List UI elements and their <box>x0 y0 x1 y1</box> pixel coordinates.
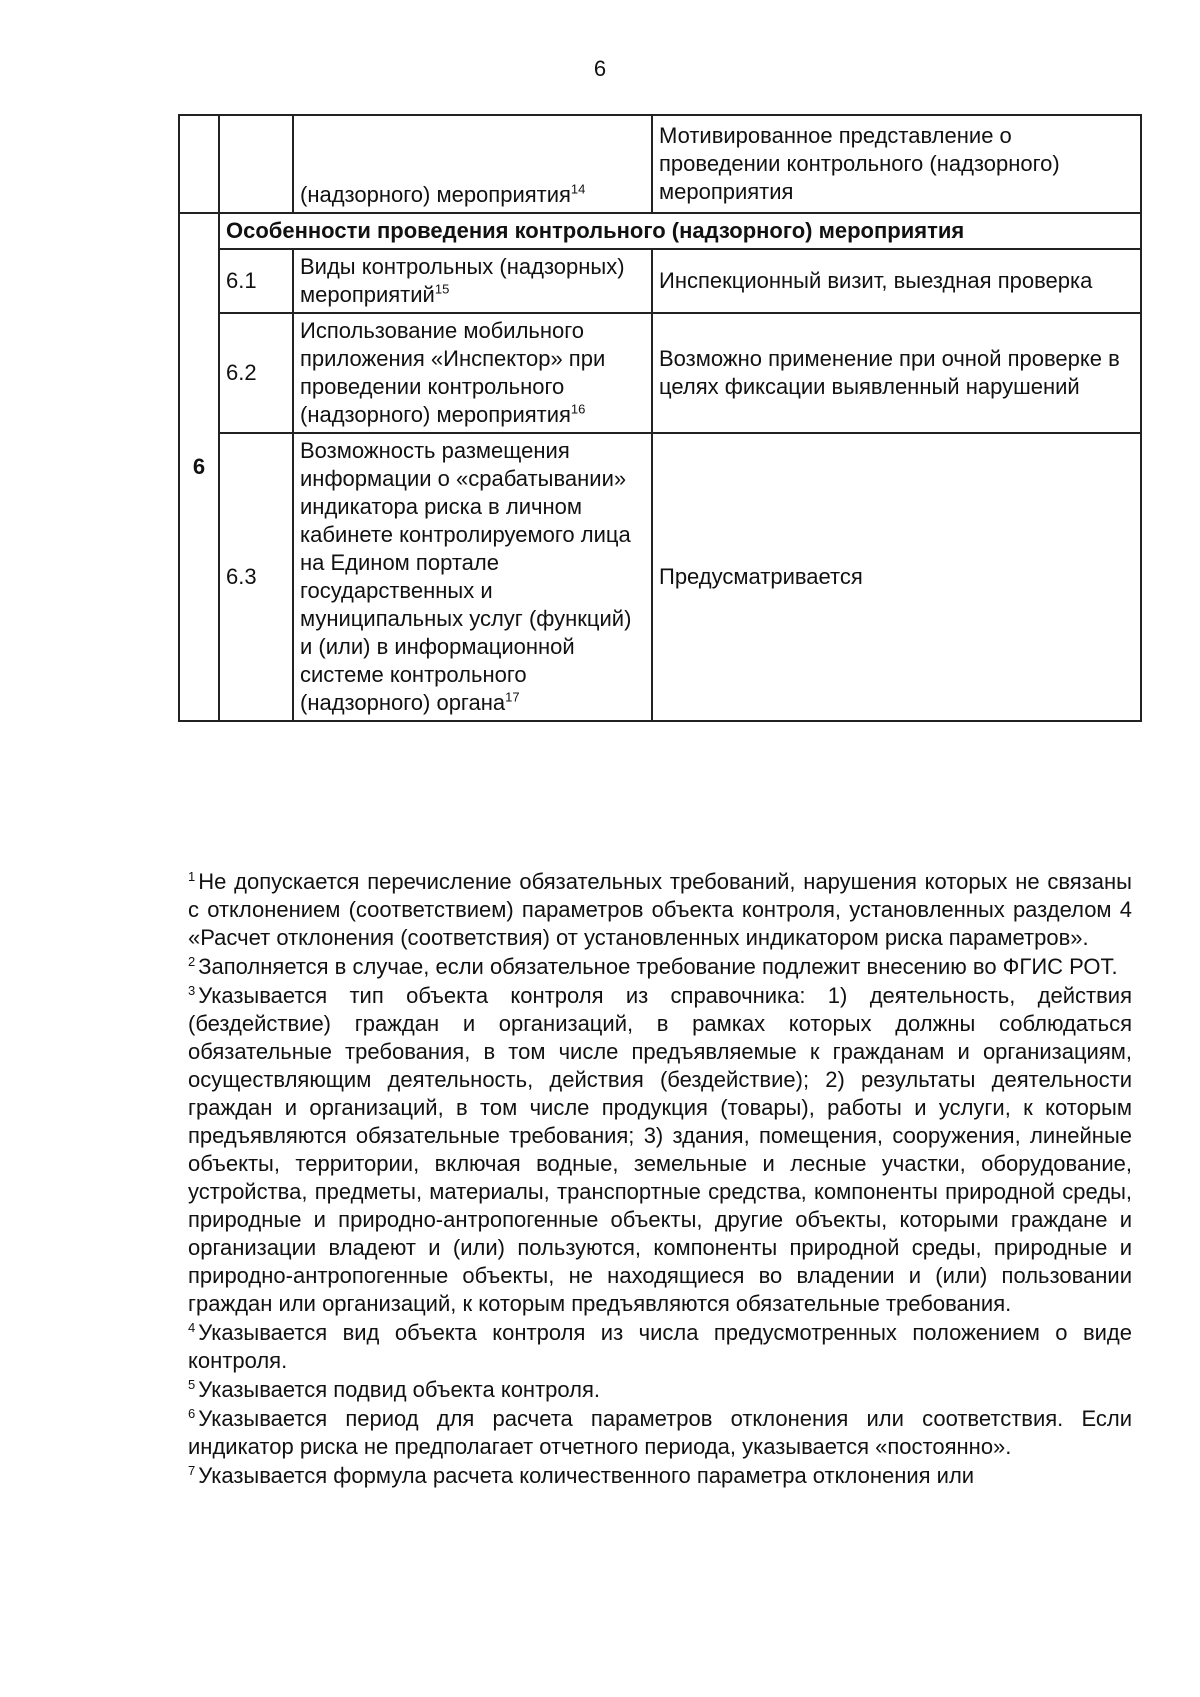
footnote <box>188 953 1132 981</box>
row-value: Предусматривается <box>652 433 1141 721</box>
cell-empty <box>219 115 293 213</box>
row-number: 6.2 <box>219 313 293 433</box>
section-title: Особенности проведения контрольного (надзорного) мероприятия <box>219 213 1141 249</box>
footnote-mark: 4 <box>188 1319 196 1335</box>
row-value: Инспекционный визит, выездная проверка <box>652 249 1141 313</box>
footnote-ref: 15 <box>434 281 450 297</box>
cell-label-text: (надзорного) мероприятия <box>300 182 571 207</box>
footnote <box>188 1376 1132 1404</box>
footnote-mark: 6 <box>188 1405 196 1421</box>
row-number: 6.1 <box>219 249 293 313</box>
footnote-mark: 1 <box>188 868 196 884</box>
footnote <box>188 1405 1132 1461</box>
footnote-mark: 2 <box>188 953 196 969</box>
row-label <box>293 433 652 721</box>
footnote-text: Указывается вид объекта контроля из числа предусмотренных положением о виде контроля. <box>188 1320 1132 1373</box>
row-number: 6.3 <box>219 433 293 721</box>
footnote-ref: 14 <box>570 181 586 197</box>
footnote-mark: 7 <box>188 1462 196 1478</box>
footnote <box>188 1319 1132 1375</box>
table-row <box>179 249 1141 313</box>
row-label <box>293 249 652 313</box>
row-value: Возможно применение при очной проверке в целях фиксации выявленный нарушений <box>652 313 1141 433</box>
footnote <box>188 982 1132 1318</box>
table-row-continued <box>179 115 1141 213</box>
section-number: 6 <box>179 213 219 721</box>
footnote-ref: 16 <box>570 401 586 417</box>
footnote <box>188 868 1132 952</box>
footnote <box>188 1462 1132 1490</box>
footnote-text: Не допускается перечисление обязательных требований, нарушения которых не связаны с отклонением (соответствием) параметров объекта контроля, установленных разделом 4 «Расчет отклонения (соответствия) от установленных индикатором риска параметров». <box>188 869 1132 950</box>
footnote-text: Указывается период для расчета параметров отклонения или соответствия. Если индикатор риска не предполагает отчетного периода, указывается «постоянно». <box>188 1406 1132 1459</box>
footnotes <box>188 868 1132 1491</box>
row-label <box>293 313 652 433</box>
footnote-text: Указывается подвид объекта контроля. <box>198 1377 601 1402</box>
table-row-section-title <box>179 213 1141 249</box>
footnote-mark: 3 <box>188 982 196 998</box>
cell-empty <box>179 115 219 213</box>
footnote-ref: 17 <box>505 689 520 705</box>
footnote-mark: 5 <box>188 1376 196 1392</box>
indicator-table <box>178 114 1142 722</box>
page-number: 6 <box>593 56 607 81</box>
footnote-text: Указывается формула расчета количественного параметра отклонения или <box>198 1463 975 1488</box>
row-label-text: Использование мобильного приложения «Инспектор» при проведении контрольного (надзорного) мероприятия <box>300 318 606 427</box>
row-label-text: Возможность размещения информации о «срабатывании» индикатора риска в личном кабинете контролируемого лица на Едином портале государственных и муниципальных услуг (функций) и (или) в информационной системе контрольного (надзорного) органа <box>300 438 632 715</box>
footnote-text: Заполняется в случае, если обязательное требование подлежит внесению во ФГИС РОТ. <box>198 954 1118 979</box>
footnote-text: Указывается тип объекта контроля из справочника: 1) деятельность, действия (бездействие) граждан и организаций, в рамках которых должны соблюдаться обязательные требования, в том числе предъявляемые к гражданам и организациям, осуществляющим деятельность, действия (бездействие); 2) результаты деятельности граждан и организаций, в том числе продукция (товары), работы и услуги, к которым предъявляются обязательные требования; 3) здания, помещения, сооружения, линейные объекты, территории, включая водные, земельные и лесные участки, оборудование, устройства, предметы, материалы, транспортные средства, компоненты природной среды, природные и природно-антропогенные объекты, другие объекты, которыми граждане и организации владеют и (или) пользуются, компоненты природной среды, природные и природно-антропогенные объекты, не находящиеся во владении и (или) пользовании граждан или организаций, к которым предъявляются обязательные требования. <box>188 983 1132 1316</box>
cell-value: Мотивированное представление о проведении контрольного (надзорного) мероприятия <box>652 115 1141 213</box>
cell-label <box>293 115 652 213</box>
table-row <box>179 433 1141 721</box>
row-label-text: Виды контрольных (надзорных) мероприятий <box>300 254 625 307</box>
table-row <box>179 313 1141 433</box>
